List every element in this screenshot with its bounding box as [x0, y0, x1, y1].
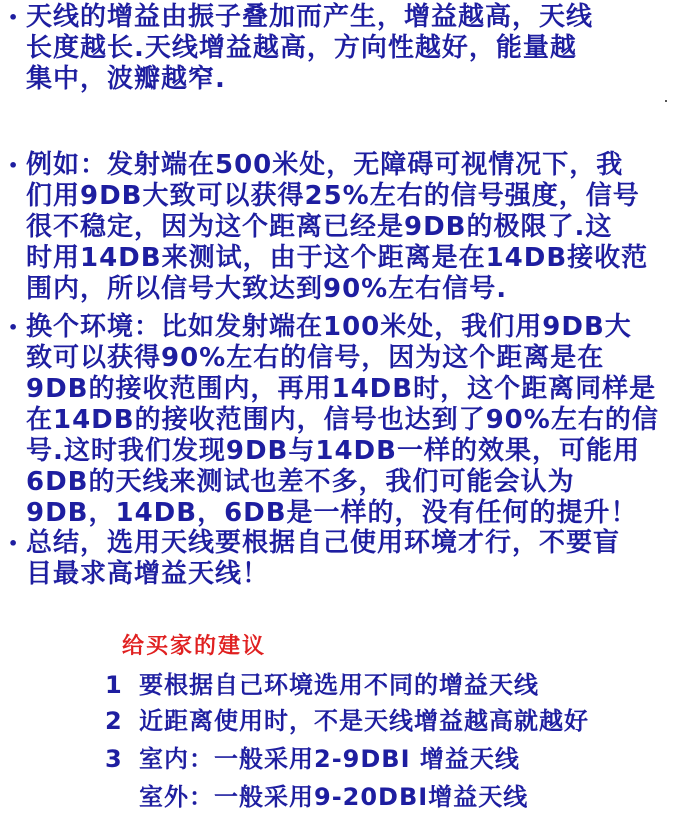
text-line: 目最求高增益天线！ — [26, 559, 270, 589]
advice-text: 室内：一般采用2-9DBI 增益天线 — [139, 745, 520, 773]
text-line: 致可以获得90%左右的信号，因为这个距离是在 — [26, 343, 605, 373]
text-line: 9DB，14DB，6DB是一样的，没有任何的提升！ — [26, 498, 638, 528]
text-line: 例如：发射端在500米处，无障碍可视情况下，我 — [26, 150, 624, 180]
bullet-text — [26, 2, 694, 95]
bullet-summary — [8, 528, 694, 590]
advice-item — [105, 670, 539, 700]
advice-text: 近距离使用时，不是天线增益越高就越好 — [139, 707, 589, 735]
bullet-dot: • — [8, 318, 19, 337]
advice-number: 3 — [105, 745, 123, 773]
advice-item — [105, 744, 520, 774]
text-line: 在14DB的接收范围内，信号也达到了90%左右的信 — [26, 405, 659, 435]
text-line: 换个环境：比如发射端在100米处，我们用9DB大 — [26, 312, 632, 342]
text-line: 集中，波瓣越窄. — [26, 64, 226, 94]
bullet-other-environment — [8, 312, 694, 529]
text-line: 6DB的天线来测试也差不多，我们可能会认为 — [26, 467, 575, 497]
advice-text: 要根据自己环境选用不同的增益天线 — [139, 671, 539, 699]
advice-number: 1 — [105, 671, 123, 699]
bullet-dot: • — [8, 8, 19, 27]
bullet-text — [26, 150, 694, 305]
bullet-text — [26, 528, 694, 590]
text-line: 天线的增益由振子叠加而产生，增益越高，天线 — [26, 2, 594, 32]
advice-number: 2 — [105, 707, 123, 735]
advice-item — [105, 706, 589, 736]
bullet-dot: • — [8, 534, 19, 553]
text-line: 长度越长.天线增益越高，方向性越好，能量越 — [26, 33, 577, 63]
bullet-dot: • — [8, 156, 19, 175]
text-line: 围内，所以信号大致达到90%左右信号. — [26, 274, 508, 304]
stray-mark — [665, 100, 667, 102]
text-line: 总结，选用天线要根据自己使用环境才行，不要盲 — [26, 528, 621, 558]
bullet-example — [8, 150, 694, 305]
text-line: 很不稳定，因为这个距离已经是9DB的极限了.这 — [26, 212, 613, 242]
advice-title: 给买家的建议 — [122, 634, 267, 659]
text-line: 9DB的接收范围内，再用14DB时，这个距离同样是 — [26, 374, 657, 404]
text-line: 们用9DB大致可以获得25%左右的信号强度，信号 — [26, 181, 640, 211]
advice-item-outdoor: 室外：一般采用9-20DBI增益天线 — [139, 783, 529, 811]
bullet-text — [26, 312, 694, 529]
text-line: 号.这时我们发现9DB与14DB一样的效果，可能用 — [26, 436, 640, 466]
text-line: 时用14DB来测试，由于这个距离是在14DB接收范 — [26, 243, 649, 273]
bullet-gain-principle — [8, 2, 694, 95]
